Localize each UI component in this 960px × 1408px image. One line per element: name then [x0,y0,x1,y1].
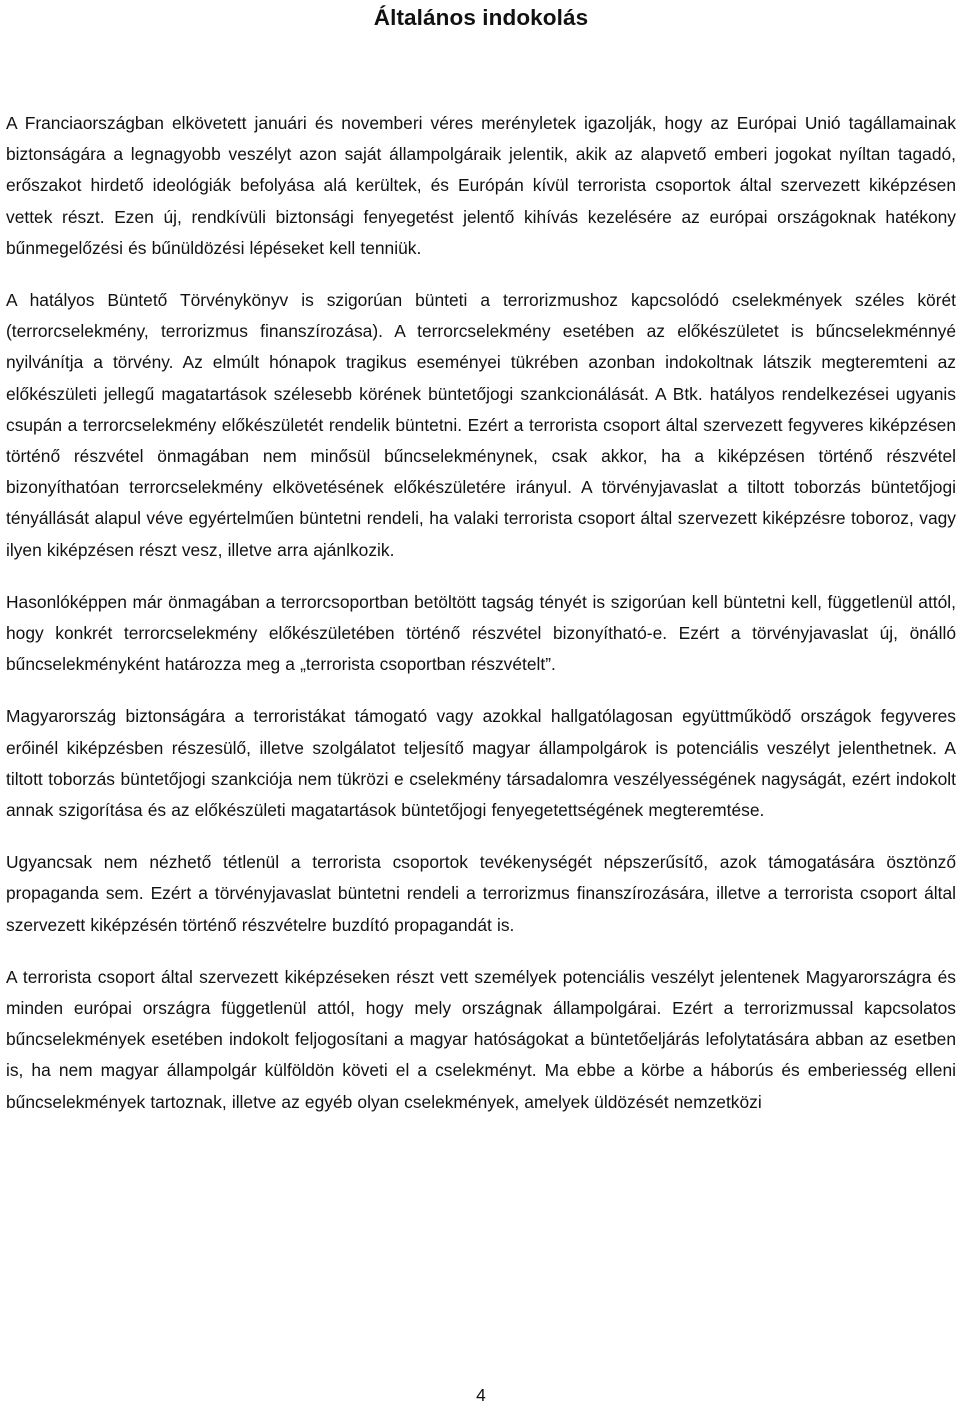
document-page [6,0,956,1408]
page-number: 4 [476,1385,486,1405]
paragraph-5: Ugyancsak nem nézhető tétlenül a terrorista csoportok tevékenységét népszerűsítő, azok támogatására ösztönző propaganda sem. Ezért a törvényjavaslat büntetni rendeli a terrorizmus finanszírozására, illetve a terrorista csoport által szervezett kiképzésén történő részvételre buzdító propagandát is. [6,852,956,935]
paragraph-3: Hasonlóképpen már önmagában a terrorcsoportban betöltött tagság tényét is szigorúan kell büntetni kell, függetlenül attól, hogy konkrét terrorcselekmény előkészületében történő részvétel bizonyítható-e. Ezért a törvényjavaslat új, önálló bűncselekményként határozza meg a „terrorista csoportban részvételt”. [6,591,956,675]
paragraph-4: Magyarország biztonságára a terroristákat támogató vagy azokkal hallgatólagosan együttműködő országok fegyveres erőinél kiképzésben részesülő, illetve szolgálatot teljesítő magyar állampolgárok is potenciális veszélyt jelenthetnek. A tiltott toborzás büntetőjogi szankciója nem tükrözi e cselekmény társadalomra veszélyességének nagyságát, ezért indokolt annak szigorítása és az előkészületi magatartások büntetőjogi fenyegetettségének megteremtése. [6,706,956,821]
paragraph-2: A hatályos Büntető Törvénykönyv is szigorúan bünteti a terrorizmushoz kapcsolódó cselekmények széles körét (terrorcselekmény, terrorizmus finanszírozása). A terrorcselekmény esetében az előkészületet is bűncselekménnyé nyilvánítja a törvény. Az elmúlt hónapok tragikus eseményei tükrében azonban indokoltnak látszik megteremteni az előkészületi jellegű magatartások szélesebb körének büntetőjogi szankcionálását. A Btk. hatályos rendelkezései ugyanis csupán a terrorcselekmény előkészületét rendelik büntetni. Ezért a terrorista csoport által szervezett fegyveres kiképzésen történő részvétel önmagában nem minősül bűncselekménynek, csak akkor, ha a kiképzésen történő részvétel bizonyíthatóan terrorcselekmény elkövetésének előkészületére irányul. A törvényjavaslat a tiltott toborzás büntetőjogi tényállását alapul véve egyértelműen büntetni rendeli, ha valaki terrorista csoport által szervezett kiképzésre toboroz, vagy ilyen kiképzésen részt vesz, illetve arra ajánlkozik. [6,290,956,560]
paragraph-1: A Franciaországban elkövetett januári és novemberi véres merényletek igazolják, hogy az Európai Unió tagállamainak biztonságára a legnagyobb veszélyt azon saját állampolgáraik jelentik, akik az alapvető emberi jogokat nyíltan tagadó, erőszakot hirdető ideológiák befolyása alá kerültek, és Európán kívül terrorista csoportok által szervezett kiképzésen vettek részt. Ezen új, rendkívüli biztonsági fenyegetést jelentő kihívás kezelésére az európai országoknak hatékony bűnmegelőzési és bűnüldözési lépéseket kell tenniük. [6,113,956,258]
document-body [6,108,956,1139]
paragraph-6: A terrorista csoport által szervezett kiképzéseken részt vett személyek potenciális veszélyt jelentenek Magyarországra és minden európai országra függetlenül attól, hogy mely országnak állampolgárai. Ezért a terrorizmussal kapcsolatos bűncselekmények esetében indokolt feljogosítani a magyar hatóságokat a büntetőeljárás lefolytatására abban az esetben is, ha nem magyar állampolgár külföldön követi el a cselekményt. Ma ebbe a körbe a háborús és emberiesség elleni bűncselekmények tartoznak, illetve az egyéb olyan cselekmények, amelyek üldözését nemzetközi [6,966,956,1112]
document-title: Általános indokolás [373,5,589,30]
